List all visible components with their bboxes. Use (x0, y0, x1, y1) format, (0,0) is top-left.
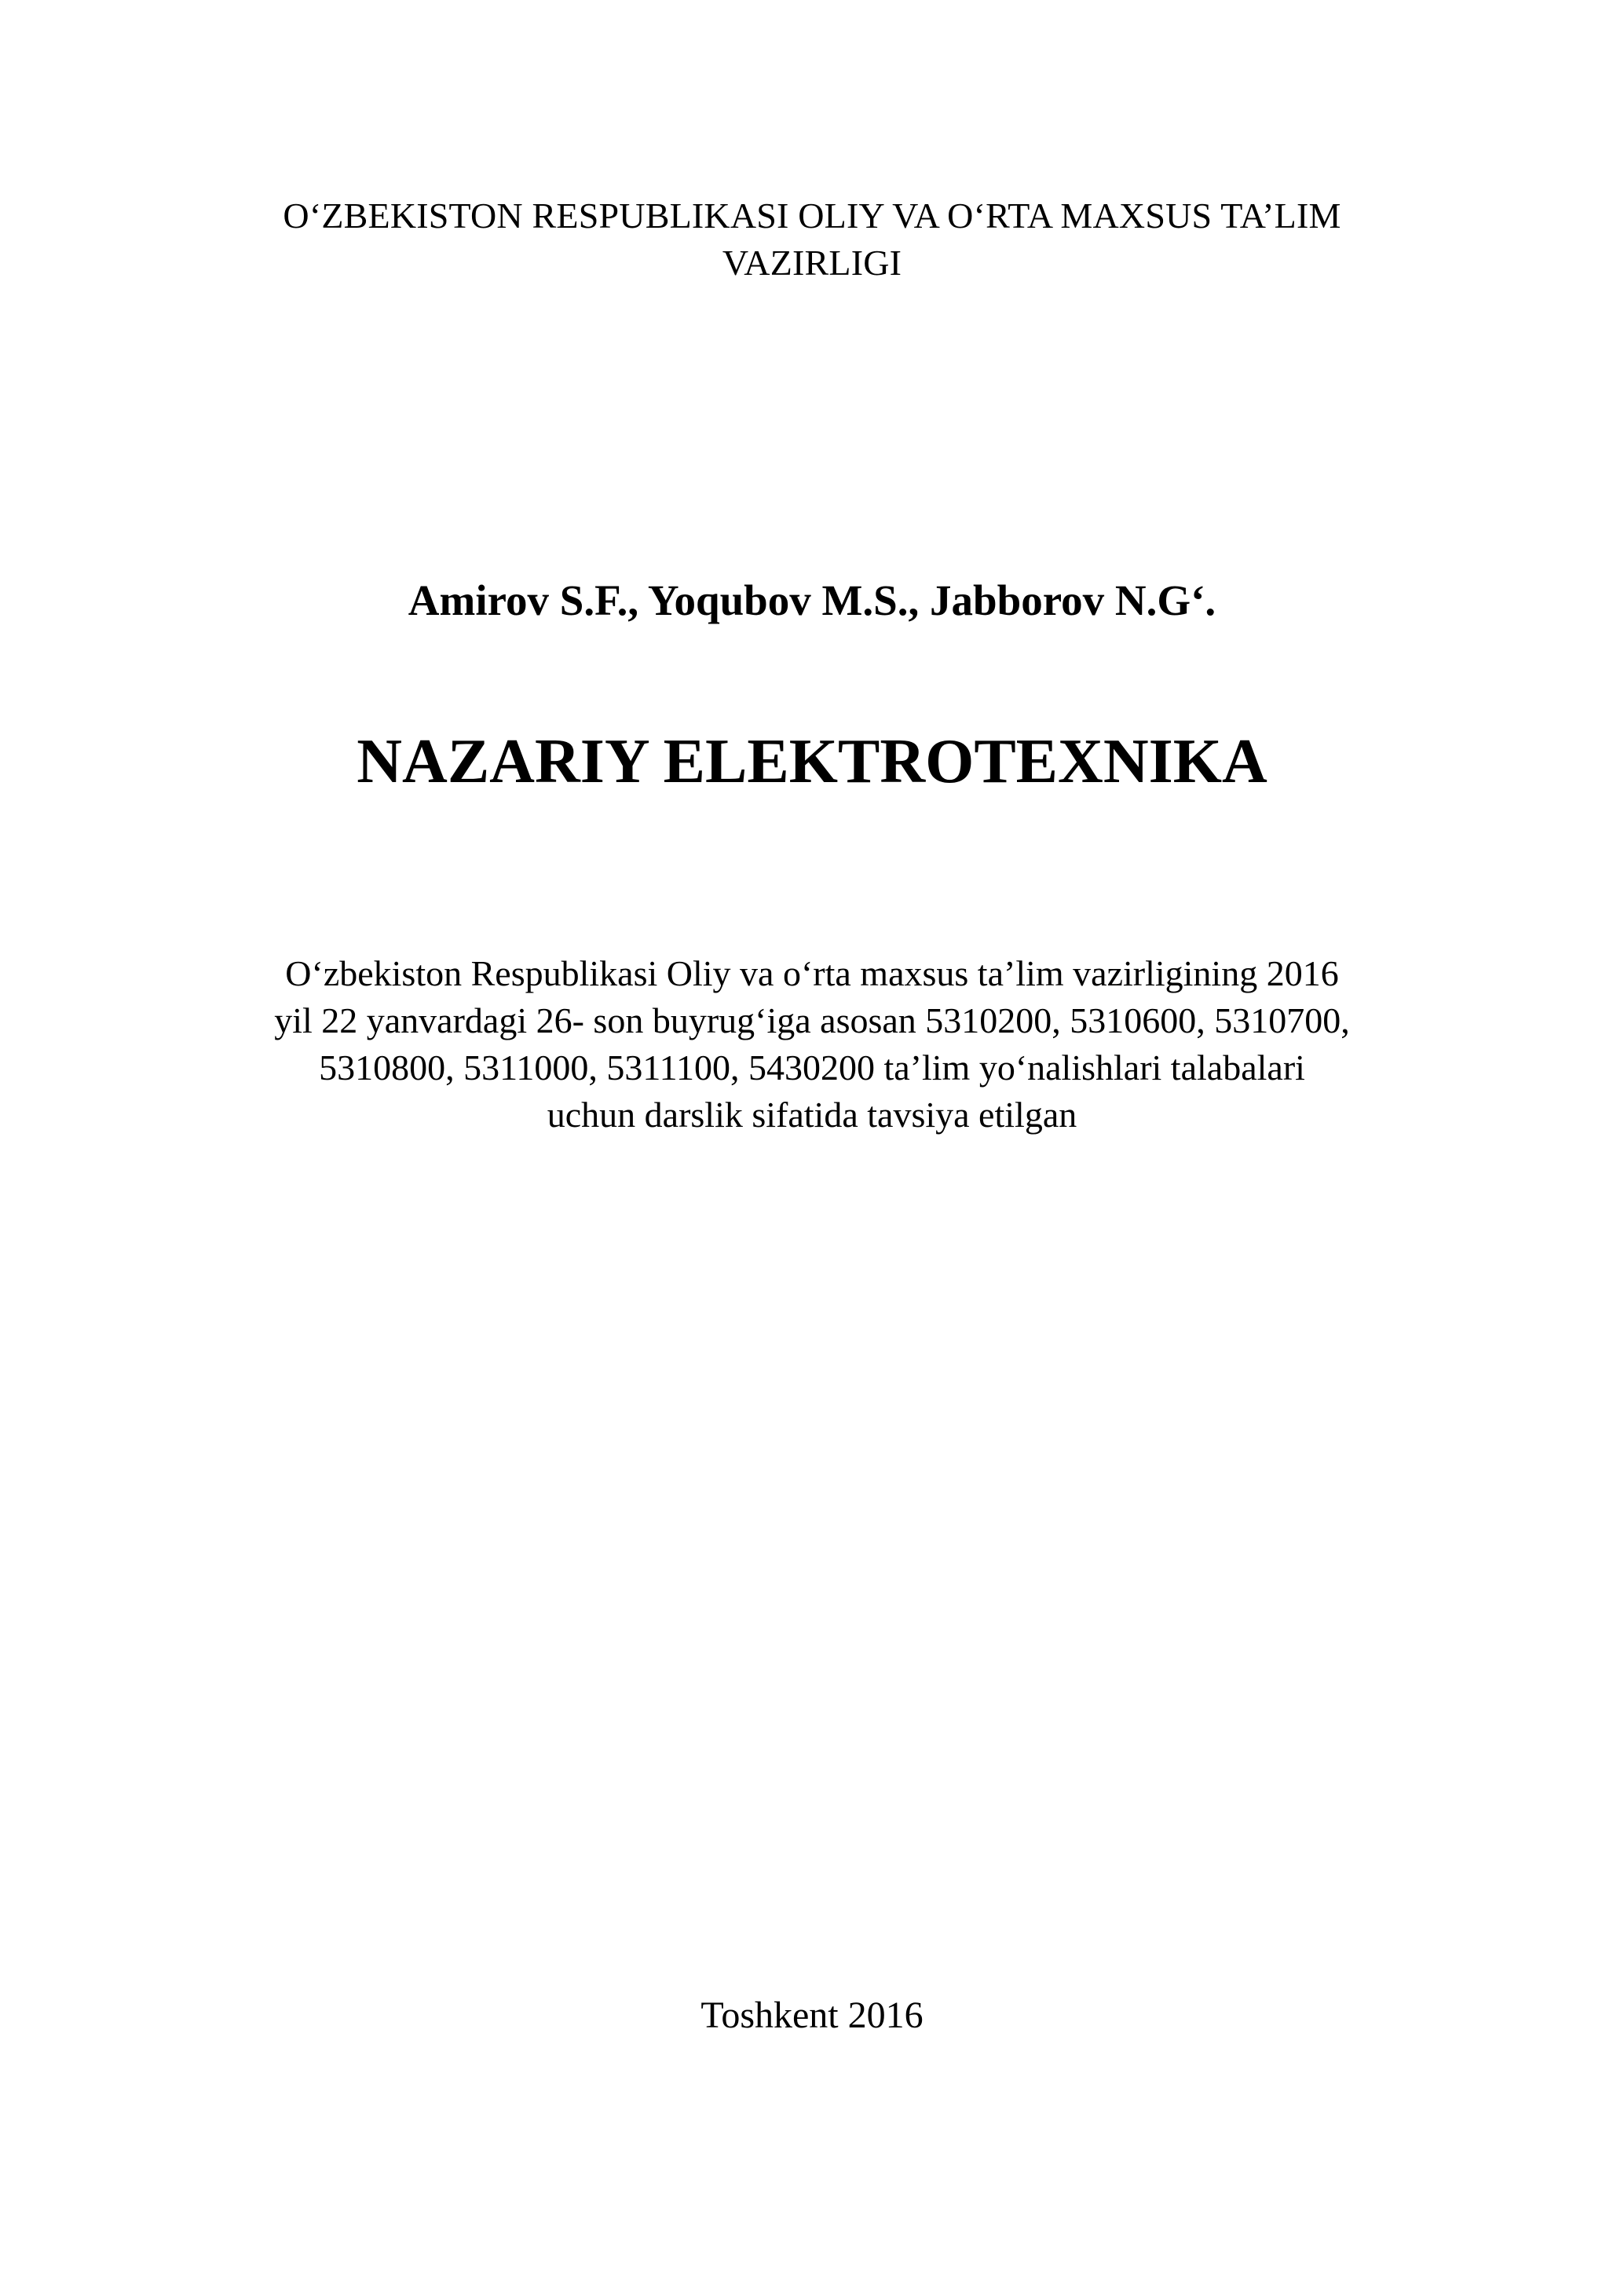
approval-line-2: yil 22 yanvardagi 26- son buyrug‘iga asosan 5310200, 5310600, 5310700, (274, 1000, 1350, 1040)
approval-line-3: 5310800, 5311000, 5311100, 5430200 ta’lim yo‘nalishlari talabalari (319, 1047, 1305, 1088)
book-title: NAZARIY ELEKTROTEXNIKA (357, 727, 1267, 796)
place-year: Toshkent 2016 (700, 1994, 924, 2036)
approval-note (0, 950, 1624, 1139)
approval-line-4: uchun darslik sifatida tavsiya etilgan (547, 1095, 1077, 1135)
approval-line-1: O‘zbekiston Respublikasi Oliy va o‘rta maxsus ta’lim vazirligining 2016 (285, 953, 1339, 993)
authors: Amirov S.F., Yoqubov M.S., Jabborov N.G‘. (408, 576, 1216, 624)
ministry-line-1: O‘ZBEKISTON RESPUBLIKASI OLIY VA O‘RTA MAXSUS TA’LIM (283, 196, 1341, 236)
ministry-line-2: VAZIRLIGI (722, 243, 902, 283)
ministry-heading (0, 192, 1624, 287)
